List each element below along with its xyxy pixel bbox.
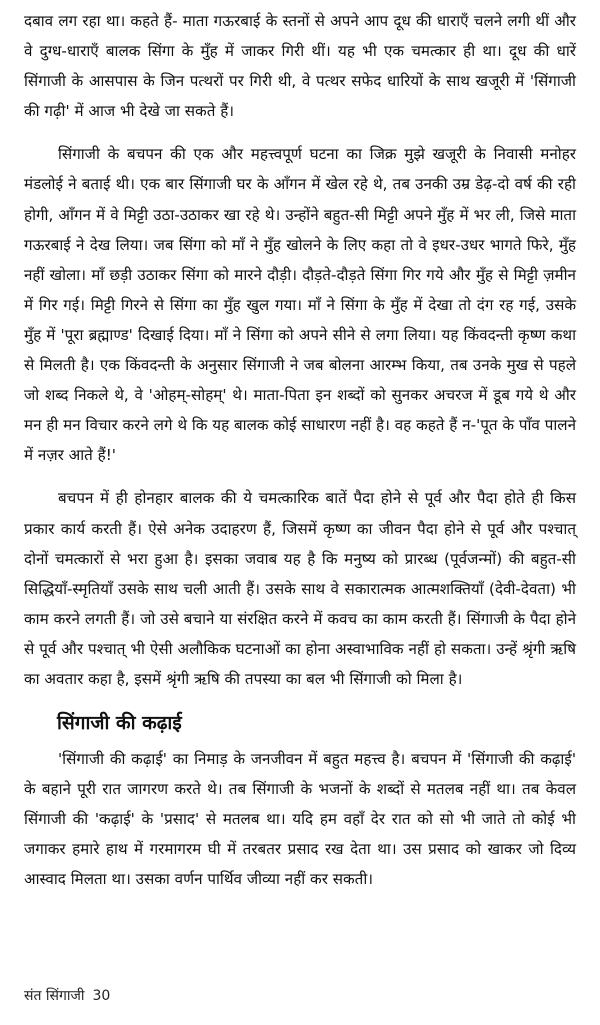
section-heading: सिंगाजी की कढ़ाई [57, 712, 182, 735]
page-number: 30 [92, 988, 111, 1004]
paragraph-1: दबाव लग रहा था। कहते हैं- माता गऊरबाई के स्तनों से अपने आप दूध की धाराएँ चलने लगी थीं और वे दुग्ध-धाराएँ बालक सिंगा के मुँह में जाकर गिरी थीं। यह भी एक चमत्कार ही था। दूध की धारें सिंगाजी के आसपास के जिन पत्थरों पर गिरी थी, वे पत्थर सफेद धारियों के साथ खजूरी में 'सिंगाजी की गढ़ी' में आज भी देखे जा सकते हैं। [24, 12, 576, 121]
page-footer [24, 986, 110, 1006]
paragraph-3: बचपन में ही होनहार बालक की ये चमत्कारिक बातें पैदा होने से पूर्व और पैदा होते ही किस प्रकार कार्य करती हैं। ऐसे अनेक उदाहरण हैं, जिसमें कृष्ण का जीवन पैदा होने से पूर्व और पश्चात् दोनों चमत्कारों से भरा हुआ है। इसका जवाब यह है कि मनुष्य को प्रारब्ध (पूर्वजन्मों) की बहुत-सी सिद्धियाँ-स्मृतियाँ उसके साथ चली आती हैं। उसके साथ वे सकारात्मक आत्मशक्तियाँ (देवी-देवता) भी काम करने लगती हैं। जो उसे बचाने या संरक्षित करने में कवच का काम करती हैं। सिंगाजी के पैदा होने से पूर्व और पश्चात् भी ऐसी अलौकिक घटनाओं का होना अस्वाभाविक नहीं हो सकता। उन्हें श्रृंगी ऋषि का अवतार कहा है, इसमें श्रृंगी ऋषि की तपस्या का बल भी सिंगाजी को मिला है। [24, 489, 576, 688]
footer-book-title: संत सिंगाजी [24, 988, 85, 1004]
paragraph-4: 'सिंगाजी की कढ़ाई' का निमाड़ के जनजीवन में बहुत महत्त्व है। बचपन में 'सिंगाजी की कढ़ाई' के बहाने पूरी रात जागरण करते थे। तब सिंगाजी के भजनों के शब्दों से मतलब नहीं था। तब केवल सिंगाजी की 'कढ़ाई' के 'प्रसाद' से मतलब था। यदि हम वहाँ देर रात को सो भी जाते तो कोई भी जगाकर हमारे हाथ में गरमागरम घी में तरबतर प्रसाद रख देता था। उस प्रसाद को खाकर जो दिव्य आस्वाद मिलता था। उसका वर्णन पार्थिव जीव्या नहीं कर सकती। [24, 750, 576, 889]
paragraph-2: सिंगाजी के बचपन की एक और महत्त्वपूर्ण घटना का जिक्र मुझे खजूरी के निवासी मनोहर मंडलोई ने बताई थी। एक बार सिंगाजी घर के आँगन में खेल रहे थे, तब उनकी उम्र डेढ़-दो वर्ष की रही होगी, आँगन में वे मिट्टी उठा-उठाकर खा रहे थे। उन्होंने बहुत-सी मिट्टी अपने मुँह में भर ली, जिसे माता गऊरबाई ने देख लिया। जब सिंगा को माँ ने मुँह खोलने के लिए कहा तो वे इधर-उधर भागते फिरे, मुँह नहीं खोला। माँ छड़ी उठाकर सिंगा को मारने दौड़ी। दौड़ते-दौड़ते सिंगा गिर गये और मुँह से मिट्टी ज़मीन में गिर गई। मिट्टी गिरने से सिंगा का मुँह खुल गया। माँ ने सिंगा के मुँह में देखा तो दंग रह गई, उसके मुँह में 'पूरा ब्रह्माण्ड' दिखाई दिया। माँ ने सिंगा को अपने सीने से लगा लिया। यह किंवदन्ती कृष्ण कथा से मिलती है। एक किंवदन्ती के अनुसार सिंगाजी ने जब बोलना आरम्भ किया, तब उनके मुख से पहले जो शब्द निकले थे, वे 'ओहम्-सोहम्' थे। माता-पिता इन शब्दों को सुनकर अचरज में डूब गये थे और मन ही मन विचार करने लगे थे कि यह बालक कोई साधारण नहीं है। वह कहते हैं न-'पूत के पाँव पालने में नज़र आते हैं!' [24, 145, 576, 465]
